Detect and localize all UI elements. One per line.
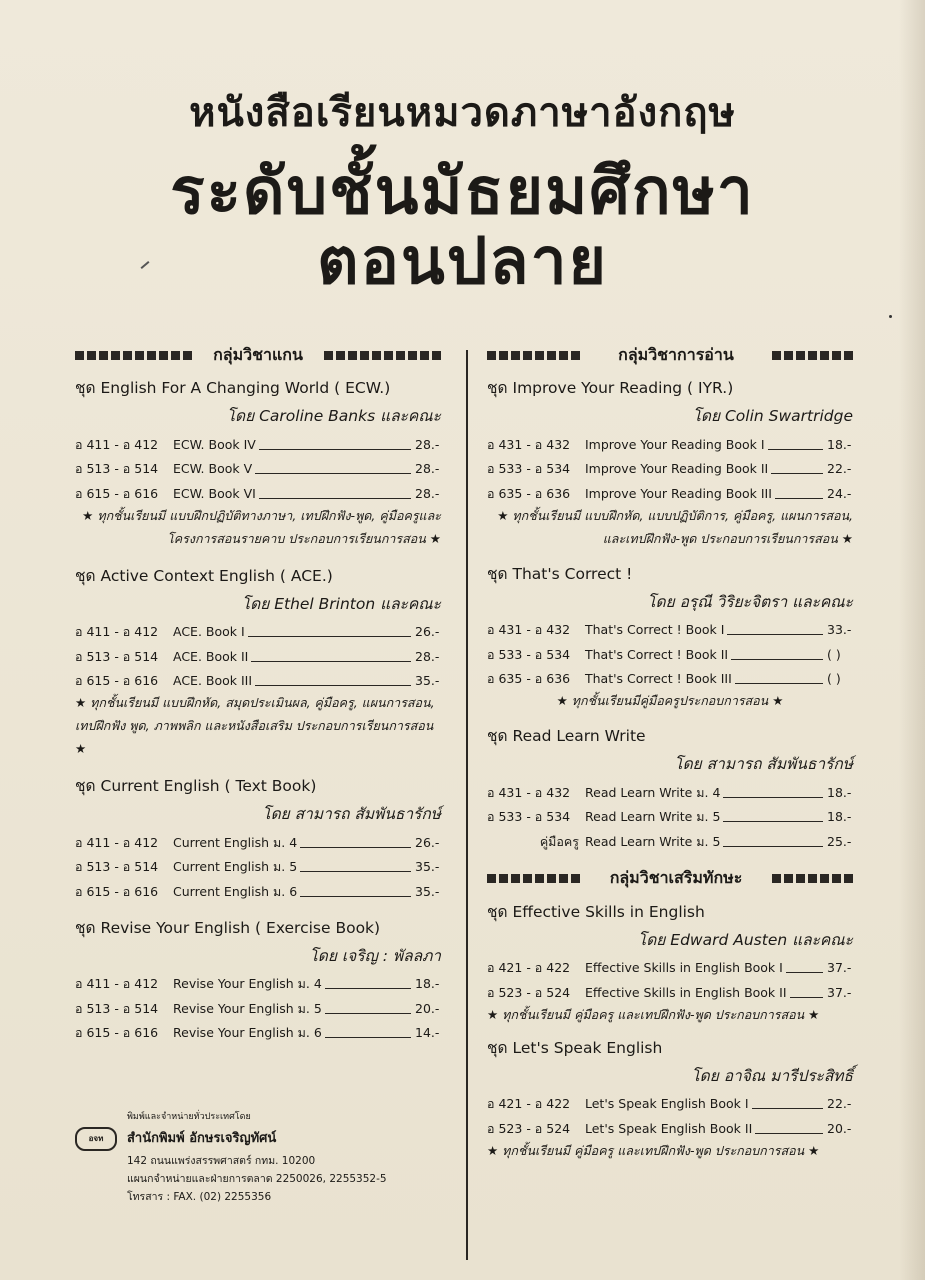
course-code: อ 421 - อ 422 bbox=[487, 1096, 571, 1111]
series-title: ชุด Let's Speak English bbox=[487, 1038, 663, 1057]
leader-line bbox=[768, 449, 823, 450]
book-price: 28.- bbox=[415, 648, 440, 664]
series-title: ชุด Active Context English ( ACE.) bbox=[75, 566, 333, 585]
section-header-reading bbox=[487, 342, 853, 368]
series-ace bbox=[75, 562, 441, 761]
publisher-name: สำนักพิมพ์ อักษรเจริญทัศน์ bbox=[127, 1131, 277, 1146]
book-title: Current English ม. 6 bbox=[173, 883, 298, 899]
book-row bbox=[75, 430, 441, 455]
series-read-learn-write bbox=[487, 722, 853, 852]
book-price: 26.- bbox=[415, 834, 440, 850]
publisher-block bbox=[75, 1108, 455, 1206]
course-code: อ 411 - อ 412 bbox=[75, 624, 159, 639]
book-row bbox=[487, 479, 853, 504]
block-ornament-left bbox=[487, 351, 580, 360]
book-title: Effective Skills in English Book II bbox=[585, 984, 787, 1000]
series-note: ★ ทุกชั้นเรียนมี แบบฝึกหัด, สมุดประเมินผล, คู่มือครู, แผนการสอน, เทปฝึกฟัง พูด, ภาพพลิก และหนังสือเสริม ประกอบการเรียนการสอน ★ bbox=[75, 695, 435, 756]
course-code: อ 411 - อ 412 bbox=[75, 436, 159, 452]
series-author: โดย สามารถ สัมพันธารักษ์ bbox=[262, 805, 441, 823]
leader-line bbox=[300, 847, 411, 848]
book-title: Let's Speak English Book II bbox=[585, 1120, 753, 1136]
book-price: 33.- bbox=[827, 622, 852, 637]
book-price: 28.- bbox=[415, 461, 440, 476]
course-code: อ 523 - อ 524 bbox=[487, 1120, 571, 1136]
leader-line bbox=[723, 846, 823, 847]
course-code: อ 533 - อ 534 bbox=[487, 646, 571, 662]
book-price: 20.- bbox=[827, 1120, 852, 1136]
publisher-logo-icon: อจท bbox=[75, 1127, 117, 1151]
series-iyr bbox=[487, 374, 853, 550]
series-note: ★ ทุกชั้นเรียนมี คู่มือครู และเทปฝึกฟัง-พูด ประกอบการสอน ★ bbox=[487, 1006, 820, 1022]
book-price: ( ) bbox=[827, 646, 841, 662]
series-title: ชุด Improve Your Reading ( IYR.) bbox=[487, 379, 734, 397]
book-price: 35.- bbox=[415, 883, 440, 899]
series-author: โดย อรุณี วิริยะจิตรา และคณะ bbox=[647, 592, 853, 611]
book-title: Read Learn Write ม. 4 bbox=[585, 784, 721, 800]
book-price: 20.- bbox=[415, 1000, 440, 1016]
course-code: อ 533 - อ 534 bbox=[487, 809, 571, 824]
book-row bbox=[487, 640, 853, 665]
series-author: โดย เจริญ : พัลลภา bbox=[309, 946, 441, 965]
book-title: Current English ม. 5 bbox=[173, 859, 298, 874]
leader-line bbox=[248, 636, 411, 637]
series-note: ★ ทุกชั้นเรียนมี แบบฝึกหัด, แบบปฏิบัติการ, คู่มือครู, แผนการสอน, และเทปฝึกฟัง-พูด ประกอบการเรียนการสอน ★ bbox=[497, 507, 853, 546]
book-row bbox=[75, 455, 441, 480]
book-row bbox=[487, 1114, 853, 1139]
book-price: 35.- bbox=[415, 673, 440, 688]
book-title: That's Correct ! Book I bbox=[585, 622, 725, 637]
course-code: อ 635 - อ 636 bbox=[487, 671, 571, 686]
leader-line bbox=[300, 896, 411, 897]
book-price: ( ) bbox=[827, 671, 841, 686]
book-row bbox=[487, 978, 853, 1003]
book-row bbox=[487, 827, 853, 852]
book-row bbox=[487, 430, 853, 455]
series-thats-correct bbox=[487, 560, 853, 713]
book-row bbox=[75, 877, 441, 902]
course-code: อ 411 - อ 412 bbox=[75, 834, 159, 850]
course-code: อ 411 - อ 412 bbox=[75, 976, 159, 991]
book-price: 24.- bbox=[827, 485, 852, 501]
course-code: อ 431 - อ 432 bbox=[487, 436, 571, 452]
header-line-2: ระดับชั้นมัธยมศึกษา bbox=[170, 155, 755, 229]
book-title: ACE. Book I bbox=[173, 624, 245, 639]
leader-line bbox=[325, 1013, 411, 1014]
book-price: 14.- bbox=[415, 1025, 440, 1040]
book-price: 22.- bbox=[827, 1096, 852, 1111]
course-code: อ 421 - อ 422 bbox=[487, 960, 571, 975]
series-effective-skills bbox=[487, 898, 853, 1026]
publisher-address: 142 ถนนแพร่งสรรพศาสตร์ กทม. 10200 bbox=[127, 1155, 316, 1167]
leader-line bbox=[325, 988, 411, 989]
book-price: 18.- bbox=[415, 976, 440, 991]
series-note: ★ ทุกชั้นเรียนมี คู่มือครู และเทปฝึกฟัง-พูด ประกอบการสอน ★ bbox=[487, 1142, 820, 1158]
course-code: อ 615 - อ 616 bbox=[75, 673, 159, 688]
book-price: 18.- bbox=[827, 809, 852, 824]
series-title: ชุด Effective Skills in English bbox=[487, 902, 705, 921]
leader-line bbox=[255, 685, 411, 686]
speck-mark bbox=[889, 315, 892, 318]
book-title: Revise Your English ม. 5 bbox=[173, 1000, 322, 1016]
publisher-fax: โทรสาร : FAX. (02) 2255356 bbox=[127, 1191, 272, 1203]
series-author: โดย Ethel Brinton และคณะ bbox=[241, 594, 441, 613]
block-ornament-right bbox=[772, 874, 853, 883]
book-row bbox=[75, 828, 441, 853]
book-price: 37.- bbox=[827, 960, 852, 975]
series-current-english bbox=[75, 772, 441, 902]
leader-line bbox=[735, 683, 823, 684]
leader-line bbox=[786, 972, 823, 973]
series-author: โดย Colin Swartridge bbox=[692, 407, 853, 425]
book-price: 28.- bbox=[415, 436, 440, 452]
section-header-skills bbox=[487, 866, 853, 892]
course-code: อ 635 - อ 636 bbox=[487, 485, 571, 501]
series-title: ชุด Current English ( Text Book) bbox=[75, 777, 317, 795]
book-price: 35.- bbox=[415, 859, 440, 874]
book-price: 25.- bbox=[827, 833, 852, 849]
book-row bbox=[487, 954, 853, 979]
leader-line bbox=[723, 821, 823, 822]
course-code: อ 615 - อ 616 bbox=[75, 883, 159, 899]
book-title: ACE. Book II bbox=[173, 648, 249, 664]
book-row bbox=[75, 642, 441, 667]
leader-line bbox=[325, 1037, 411, 1038]
book-title: Revise Your English ม. 4 bbox=[173, 976, 322, 991]
book-row bbox=[75, 853, 441, 878]
book-title: Improve Your Reading Book I bbox=[585, 436, 765, 452]
book-title: That's Correct ! Book II bbox=[585, 646, 729, 662]
book-price: 18.- bbox=[827, 784, 852, 800]
book-title: Read Learn Write ม. 5 bbox=[585, 833, 721, 849]
book-row bbox=[487, 778, 853, 803]
book-price: 26.- bbox=[415, 624, 440, 639]
leader-line bbox=[731, 659, 823, 660]
book-title: ECW. Book VI bbox=[173, 485, 256, 501]
book-title: ECW. Book IV bbox=[173, 436, 256, 452]
column-divider bbox=[466, 350, 468, 1260]
leader-line bbox=[790, 997, 823, 998]
series-title: ชุด That's Correct ! bbox=[487, 564, 633, 583]
publisher-name-row bbox=[75, 1126, 455, 1152]
right-column bbox=[487, 342, 853, 1162]
leader-line bbox=[300, 871, 411, 872]
leader-line bbox=[775, 498, 823, 499]
book-row bbox=[487, 803, 853, 828]
section-title: กลุ่มวิชาแกน bbox=[213, 344, 303, 364]
leader-line bbox=[755, 1133, 823, 1134]
book-row bbox=[75, 667, 441, 692]
leader-line bbox=[255, 473, 411, 474]
section-title: กลุ่มวิชาการอ่าน bbox=[618, 344, 734, 364]
course-code: อ 431 - อ 432 bbox=[487, 622, 571, 637]
book-row bbox=[487, 665, 853, 690]
header-line-3: ตอนปลาย bbox=[316, 225, 609, 299]
series-ecw bbox=[75, 374, 441, 550]
course-code: อ 513 - อ 514 bbox=[75, 648, 159, 664]
book-title: Improve Your Reading Book III bbox=[585, 485, 772, 501]
leader-line bbox=[251, 661, 411, 662]
leader-line bbox=[259, 449, 411, 450]
series-title: ชุด Read Learn Write bbox=[487, 727, 646, 745]
series-revise-your-english bbox=[75, 914, 441, 1044]
course-code: อ 513 - อ 514 bbox=[75, 461, 159, 476]
course-code: อ 513 - อ 514 bbox=[75, 1000, 159, 1016]
book-title: Improve Your Reading Book II bbox=[585, 461, 769, 476]
leader-line bbox=[723, 797, 823, 798]
course-code: อ 533 - อ 534 bbox=[487, 461, 571, 476]
book-row bbox=[75, 970, 441, 995]
book-price: 18.- bbox=[827, 436, 852, 452]
series-author: โดย Edward Austen และคณะ bbox=[637, 930, 853, 949]
course-code: อ 615 - อ 616 bbox=[75, 1025, 159, 1040]
book-title: Revise Your English ม. 6 bbox=[173, 1025, 322, 1040]
block-ornament-right bbox=[324, 351, 441, 360]
series-note: ★ ทุกชั้นเรียนมี แบบฝึกปฏิบัติทางภาษา, เทปฝึกฟัง-พูด, คู่มือครูและโครงการสอนรายคาบ ประกอบการเรียนการสอน ★ bbox=[82, 507, 441, 546]
leader-line bbox=[727, 634, 823, 635]
book-title: Read Learn Write ม. 5 bbox=[585, 809, 721, 824]
course-code: คู่มือครู bbox=[539, 833, 579, 849]
book-row bbox=[75, 479, 441, 504]
block-ornament-left bbox=[487, 874, 580, 883]
course-code: อ 513 - อ 514 bbox=[75, 859, 159, 874]
book-title: Let's Speak English Book I bbox=[585, 1096, 749, 1111]
book-title: Effective Skills in English Book I bbox=[585, 960, 783, 975]
book-row bbox=[75, 618, 441, 643]
series-author: โดย อาจิณ มารีประสิทธิ์ bbox=[691, 1066, 853, 1085]
series-lets-speak bbox=[487, 1034, 853, 1162]
book-row bbox=[487, 455, 853, 480]
book-price: 37.- bbox=[827, 984, 852, 1000]
leader-line bbox=[752, 1108, 823, 1109]
leader-line bbox=[259, 498, 411, 499]
book-price: 28.- bbox=[415, 485, 440, 501]
book-title: ECW. Book V bbox=[173, 461, 253, 476]
publisher-intro: พิมพ์และจำหน่ายทั่วประเทศโดย bbox=[127, 1112, 251, 1122]
series-author: โดย Caroline Banks และคณะ bbox=[226, 407, 441, 425]
book-price: 22.- bbox=[827, 461, 852, 476]
book-title: Current English ม. 4 bbox=[173, 834, 298, 850]
block-ornament-right bbox=[772, 351, 853, 360]
course-code: อ 615 - อ 616 bbox=[75, 485, 159, 501]
book-title: ACE. Book III bbox=[173, 673, 253, 688]
publisher-phone: แผนกจำหน่ายและฝ่ายการตลาด 2250026, 2255352-5 bbox=[127, 1173, 387, 1185]
leader-line bbox=[771, 473, 823, 474]
book-title: That's Correct ! Book III bbox=[585, 671, 732, 686]
left-column bbox=[75, 342, 441, 1043]
section-title: กลุ่มวิชาเสริมทักษะ bbox=[609, 868, 743, 887]
book-row bbox=[487, 1090, 853, 1115]
series-author: โดย สามารถ สัมพันธารักษ์ bbox=[674, 755, 853, 773]
series-title: ชุด English For A Changing World ( ECW.) bbox=[75, 379, 391, 397]
series-title: ชุด Revise Your English ( Exercise Book) bbox=[75, 918, 381, 937]
book-row bbox=[75, 1019, 441, 1044]
header-line-1: หนังสือเรียนหมวดภาษาอังกฤษ bbox=[189, 90, 736, 136]
block-ornament-left bbox=[75, 351, 192, 360]
course-code: อ 431 - อ 432 bbox=[487, 784, 571, 800]
book-row bbox=[487, 616, 853, 641]
book-row bbox=[75, 994, 441, 1019]
section-header-core bbox=[75, 342, 441, 368]
series-note: ★ ทุกชั้นเรียนมีคู่มือครูประกอบการสอน ★ bbox=[556, 693, 784, 708]
course-code: อ 523 - อ 524 bbox=[487, 984, 571, 1000]
